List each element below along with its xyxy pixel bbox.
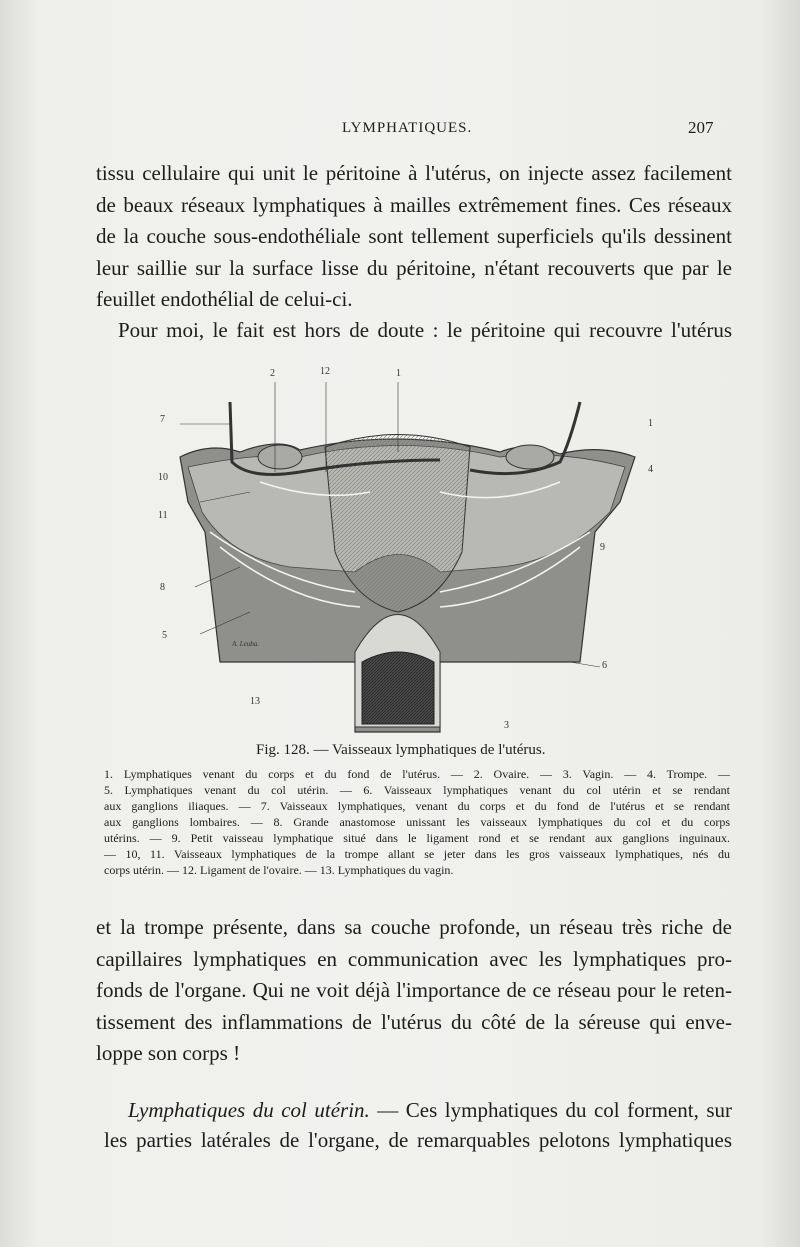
section-first-line (128, 1098, 732, 1123)
uterus-lymphatics-figure (140, 362, 660, 737)
figure-label: 5 (162, 630, 167, 641)
figure-label: 12 (320, 366, 330, 377)
figure-label: 11 (158, 510, 168, 521)
section-heading: Lymphatiques du col utérin. (128, 1098, 370, 1122)
figure-label: 6 (602, 660, 607, 671)
engraver-signature: A. Leuba. (232, 640, 260, 648)
figure-label: 10 (158, 472, 168, 483)
caption-line: aux ganglions iliaques. — 7. Vaisseaux lymphatiques, venant du corps et du fond de l'utérus et se rendant (104, 799, 730, 813)
text-line: de la couche sous-endothéliale sont tellement superficiels qu'ils dessinent (96, 224, 732, 248)
running-title: LYMPHATIQUES. (342, 120, 473, 136)
figure-label: 1 (648, 418, 653, 429)
figure-caption-text (104, 766, 730, 878)
figure-label: 9 (600, 542, 605, 553)
text-line: fonds de l'organe. Qui ne voit déjà l'importance de ce réseau pour le reten- (96, 978, 732, 1002)
text-line: tissement des inflammations de l'utérus du côté de la séreuse qui enve- (96, 1009, 732, 1034)
page-number: 207 (688, 118, 714, 137)
text-line: feuillet endothélial de celui-ci. (96, 287, 353, 311)
text-line: tissu cellulaire qui unit le péritoine à l'utérus, on injecte assez facilement (96, 161, 732, 185)
figure-label: 13 (250, 696, 260, 707)
pour-moi-line: Pour moi, le fait est hors de doute : le péritoine qui recouvre l'utérus (118, 318, 732, 342)
section-text: — Ces lymphatiques du col forment, sur (369, 1098, 732, 1122)
figure-label: 8 (160, 582, 165, 593)
figure-label: 4 (648, 464, 653, 475)
text-line: et la trompe présente, dans sa couche profonde, un réseau très riche de (96, 915, 732, 939)
caption-line: corps utérin. — 12. Ligament de l'ovaire. — 13. Lymphatiques du vagin. (104, 863, 454, 877)
bottom-paragraph (96, 912, 732, 1070)
anatomical-illustration (140, 362, 660, 737)
caption-line: aux ganglions lombaires. — 8. Grande anastomose unissant les vaisseaux lymphatiques du col et du corps (104, 815, 730, 829)
caption-line: — 10, 11. Vaisseaux lymphatiques de la trompe allant se jeter dans les gros vaisseaux lymphatiques, nés du (104, 847, 730, 861)
caption-line: 1. Lymphatiques venant du corps et du fond de l'utérus. — 2. Ovaire. — 3. Vagin. — 4. Trompe. — (104, 767, 730, 781)
figure-label: 2 (270, 368, 275, 379)
figure-caption-title: Fig. 128. — Vaisseaux lymphatiques de l'utérus. (256, 742, 546, 758)
text-line: loppe son corps ! (96, 1041, 241, 1065)
text-line: de beaux réseaux lymphatiques à mailles extrêmement fines. Ces réseaux (96, 192, 732, 217)
figure-label: 1 (396, 368, 401, 379)
section-second-line: les parties latérales de l'organe, de remarquables pelotons lymphatiques (104, 1128, 732, 1152)
figure-label: 3 (504, 720, 509, 731)
caption-line: 5. Lymphatiques venant du col utérin. — 6. Vaisseaux lymphatiques venant du col utérin et se rendant (104, 783, 730, 797)
caption-line: utérins. — 9. Petit vaisseau lymphatique situé dans le ligament rond et se rendant aux ganglions inguinaux. (104, 831, 730, 845)
figure-label: 7 (160, 414, 165, 425)
text-line: capillaires lymphatiques en communication avec les lymphatiques pro- (96, 946, 732, 971)
top-paragraph (96, 158, 732, 316)
text-line: leur saillie sur la surface lisse du péritoine, n'étant recouverts que par le (96, 255, 732, 280)
